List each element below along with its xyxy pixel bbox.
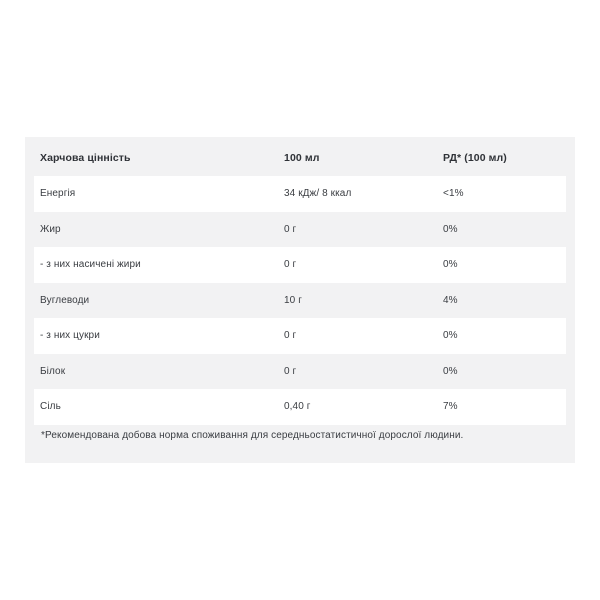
table-header-row (34, 140, 566, 176)
row-reference-intake: 7% (443, 401, 458, 413)
table-row-protein (34, 354, 566, 390)
table-row-saturated-fat (34, 247, 566, 283)
row-label: Сіль (40, 401, 61, 413)
row-per-100ml: 10 г (284, 294, 302, 306)
row-reference-intake: 0% (443, 365, 458, 377)
row-label: Енергія (40, 188, 76, 200)
nutrition-panel (25, 137, 575, 463)
table-row-energy (34, 176, 566, 212)
row-per-100ml: 0 г (284, 365, 297, 377)
row-label: Жир (40, 223, 61, 235)
row-reference-intake: 0% (443, 223, 458, 235)
row-label: - з них насичені жири (40, 259, 141, 271)
row-reference-intake: 0% (443, 330, 458, 342)
row-per-100ml: 34 кДж/ 8 ккал (284, 188, 352, 200)
row-per-100ml: 0 г (284, 223, 297, 235)
table-row-salt (34, 389, 566, 425)
row-label: Вуглеводи (40, 294, 90, 306)
nutrition-table (34, 140, 566, 425)
row-per-100ml: 0 г (284, 259, 297, 271)
header-nutrition-value: Харчова цінність (40, 152, 131, 164)
header-per-100ml: 100 мл (284, 152, 320, 164)
row-label: - з них цукри (40, 330, 100, 342)
table-row-fat (34, 212, 566, 248)
row-reference-intake: 4% (443, 294, 458, 306)
reference-intake-footnote: *Рекомендована добова норма споживання для середньостатистичної дорослої людини. (41, 430, 464, 441)
table-row-carbohydrates (34, 283, 566, 319)
table-row-sugars (34, 318, 566, 354)
header-reference-intake: РД* (100 мл) (443, 152, 507, 164)
row-reference-intake: 0% (443, 259, 458, 271)
row-reference-intake: <1% (443, 188, 464, 200)
row-per-100ml: 0,40 г (284, 401, 311, 413)
row-per-100ml: 0 г (284, 330, 297, 342)
row-label: Білок (40, 365, 66, 377)
